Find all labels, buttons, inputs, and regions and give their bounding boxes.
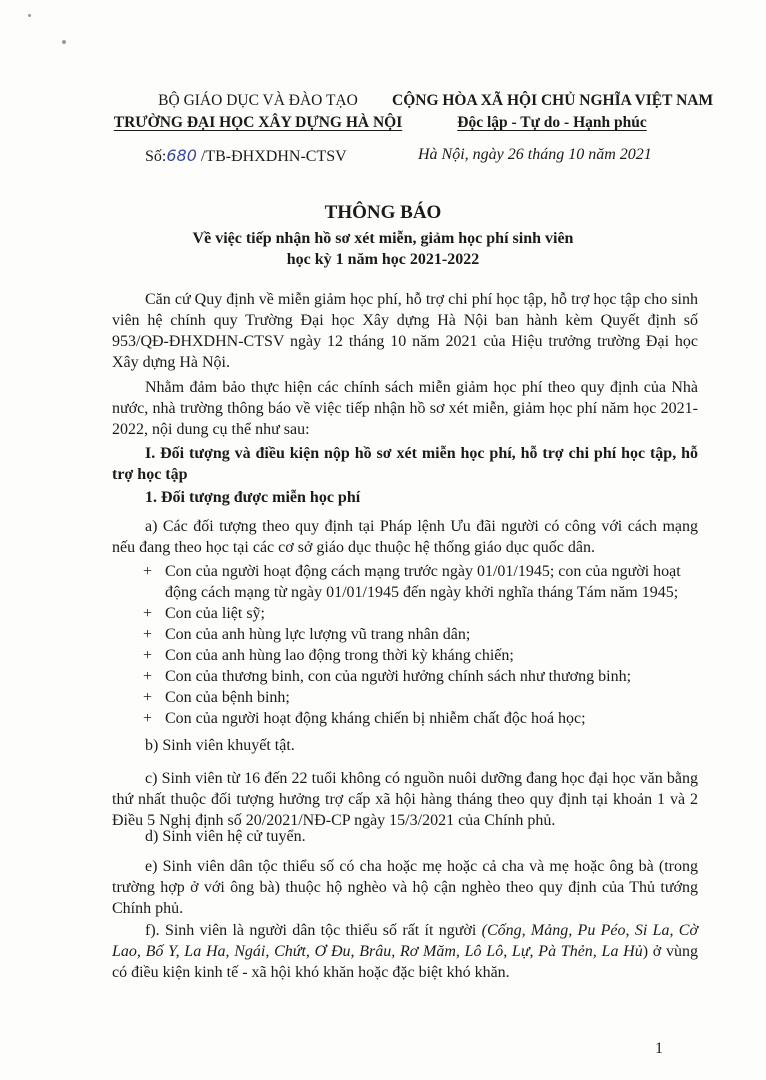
list-item <box>143 603 703 624</box>
national-header <box>392 90 712 134</box>
document-number <box>145 146 347 166</box>
bullet-marker: + <box>143 647 153 664</box>
page-number: 1 <box>655 1040 663 1057</box>
ethnic-groups-list: (Cống, Mảng, Pu Péo, Si La, Cờ Lao, Bố Y, La Ha, Ngái, Chứt, Ơ Đu, Brâu, Rơ Măm, Lô Lô, Lự, Pà Thẻn, La Hủ <box>112 922 699 960</box>
country-name: CỘNG HÒA XÃ HỘI CHỦ NGHĨA VIỆT NAM <box>392 92 714 109</box>
ministry-name: BỘ GIÁO DỤC VÀ ĐÀO TẠO <box>158 92 358 109</box>
list-item <box>143 708 703 729</box>
list-item-text: Con của anh hùng lao động trong thời kỳ kháng chiến; <box>165 647 514 664</box>
paragraph-a: a) Các đối tượng theo quy định tại Pháp lệnh Ưu đãi người có công với cách mạng nếu đang theo học tại các cơ sở giáo dục thuộc hệ thống giáo dục quốc dân. <box>112 518 698 556</box>
scan-speck <box>28 14 31 17</box>
list-item-text: Con của liệt sỹ; <box>165 605 265 622</box>
scan-speck <box>62 40 66 44</box>
bullet-marker: + <box>143 626 153 643</box>
list-item <box>143 561 703 603</box>
list-item <box>143 624 703 645</box>
bullet-marker: + <box>143 605 153 622</box>
section-heading-1: I. Đối tượng và điều kiện nộp hồ sơ xét miễn học phí, hỗ trợ chi phí học tập, hỗ trợ học tập <box>112 445 698 483</box>
list-item-text: Con của anh hùng lực lượng vũ trang nhân dân; <box>165 626 471 643</box>
document-subtitle-line1: Về việc tiếp nhận hồ sơ xét miễn, giảm học phí sinh viên <box>192 230 574 247</box>
paragraph-d: d) Sinh viên hệ cử tuyển. <box>145 828 306 845</box>
document-subtitle-line2: học kỳ 1 năm học 2021-2022 <box>286 251 480 268</box>
paragraph-f-end: ) ở vùng có điều kiện kinh tế - xã hội khó khăn hoặc đặc biệt khó khăn. <box>112 943 698 981</box>
list-item <box>143 645 703 666</box>
document-title: THÔNG BÁO <box>324 202 442 223</box>
handwritten-number: 680 <box>166 146 197 165</box>
paragraph-c: c) Sinh viên từ 16 đến 22 tuổi không có nguồn nuôi dưỡng đang học đại học văn bằng thứ nhất thuộc đối tượng hưởng trợ cấp xã hội hàng tháng theo quy định tại khoản 1 và 2 Điều 5 Nghị định số 20/2021/NĐ-CP ngày 15/3/2021 của Chính phủ. <box>112 770 698 829</box>
place-date: Hà Nội, ngày 26 tháng 10 năm 2021 <box>418 146 652 163</box>
university-name: TRƯỜNG ĐẠI HỌC XÂY DỰNG HÀ NỘI <box>113 114 403 131</box>
list-item-text: Con của người hoạt động kháng chiến bị nhiễm chất độc hoá học; <box>165 710 586 727</box>
number-prefix: Số: <box>145 148 167 165</box>
bullet-marker: + <box>143 563 153 580</box>
paragraph-b: b) Sinh viên khuyết tật. <box>145 737 295 754</box>
list-item-text: Con của thương binh, con của người hưởng chính sách như thương binh; <box>165 668 632 685</box>
issuer-block <box>108 90 408 134</box>
paragraph-purpose: Nhằm đảm bảo thực hiện các chính sách miễn giảm học phí theo quy định của Nhà nước, nhà trường thông báo về việc tiếp nhận hồ sơ xét miễn, giảm học phí năm học 2021-2022, nội dung cụ thể như sau: <box>112 379 698 438</box>
paragraph-e: e) Sinh viên dân tộc thiểu số có cha hoặc mẹ hoặc cả cha và mẹ hoặc ông bà (trong trường hợp ở với ông bà) thuộc hộ nghèo và hộ cận nghèo theo quy định của Thủ tướng Chính phủ. <box>112 858 698 917</box>
list-item-text: Con của người hoạt động cách mạng trước ngày 01/01/1945; con của người hoạt động cách mạng từ ngày 01/01/1945 đến ngày khởi nghĩa tháng Tám năm 1945; <box>165 563 681 601</box>
bullet-marker: + <box>143 689 153 706</box>
subsection-heading-1: 1. Đối tượng được miễn học phí <box>145 489 361 506</box>
paragraph-legal-basis: Căn cứ Quy định về miễn giảm học phí, hỗ trợ chi phí học tập, hỗ trợ học tập cho sinh viên hệ chính quy Trường Đại học Xây dựng Hà Nội ban hành kèm Quyết định số 953/QĐ-ĐHXDHN-CTSV ngày 12 tháng 10 năm 2021 của Hiệu trưởng trường Đại học Xây dựng Hà Nội. <box>112 291 698 371</box>
list-item <box>143 666 703 687</box>
number-suffix: /TB-ĐHXDHN-CTSV <box>200 148 347 165</box>
paragraph-f-start: f). Sinh viên là người dân tộc thiểu số rất ít người <box>145 922 482 939</box>
bullet-marker: + <box>143 668 153 685</box>
paragraph-f <box>112 920 698 983</box>
national-motto: Độc lập - Tự do - Hạnh phúc <box>457 114 647 131</box>
list-item <box>143 687 703 708</box>
list-item-text: Con của bệnh binh; <box>165 689 290 706</box>
bullet-marker: + <box>143 710 153 727</box>
